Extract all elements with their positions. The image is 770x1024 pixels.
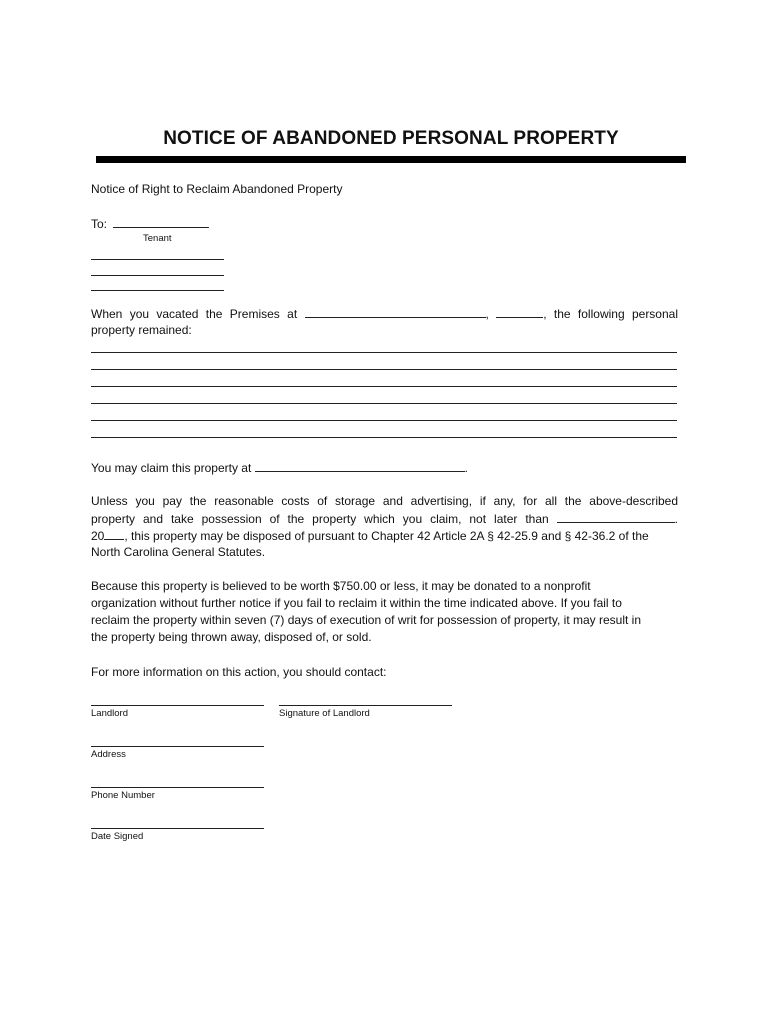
claim-line xyxy=(91,459,468,477)
tenant-label: Tenant xyxy=(143,233,172,244)
because-line-4: the property being thrown away, disposed of, or sold. xyxy=(91,630,372,644)
because-line-2: organization without further notice if you fail to reclaim it within the time indicated above. If you fail to xyxy=(91,596,622,610)
vacated-comma: , xyxy=(485,307,489,321)
contact-text: For more information on this action, you should contact: xyxy=(91,665,387,679)
deadline-date-blank[interactable] xyxy=(557,510,675,523)
claim-location-blank[interactable] xyxy=(255,459,465,472)
claim-period: . xyxy=(464,461,468,475)
vacated-text-end: , the following personal xyxy=(543,307,678,321)
document-subtitle: Notice of Right to Reclaim Abandoned Property xyxy=(91,182,343,196)
landlord-label: Landlord xyxy=(91,708,128,719)
unless-period: . xyxy=(674,512,678,526)
unless-line-1: Unless you pay the reasonable costs of storage and advertising, if any, for all the above-described xyxy=(91,494,678,508)
property-line-5[interactable] xyxy=(91,420,677,421)
vacated-line-2: property remained: xyxy=(91,323,192,337)
tenant-name-blank[interactable] xyxy=(113,215,209,228)
statute-text: , this property may be disposed of pursuant to Chapter 42 Article 2A § 42-25.9 and § 42-36.2 of the xyxy=(124,529,649,543)
unless-line-3 xyxy=(91,527,649,545)
phone-line[interactable] xyxy=(91,787,264,788)
unless-line-4: North Carolina General Statutes. xyxy=(91,545,266,559)
date-signed-label: Date Signed xyxy=(91,831,144,842)
because-line-3: reclaim the property within seven (7) days of execution of writ for possession of property, it may result in xyxy=(91,613,642,627)
premises-unit-blank[interactable] xyxy=(496,305,543,318)
address-line[interactable] xyxy=(91,746,264,747)
title-rule xyxy=(96,156,686,163)
to-line xyxy=(91,215,209,233)
year-prefix: 20 xyxy=(91,529,105,543)
property-line-6[interactable] xyxy=(91,437,677,438)
unless-line-2 xyxy=(91,510,678,528)
document-title: NOTICE OF ABANDONED PERSONAL PROPERTY xyxy=(163,128,619,149)
address-label: Address xyxy=(91,749,126,760)
phone-label: Phone Number xyxy=(91,790,155,801)
deadline-year-blank[interactable] xyxy=(104,527,124,540)
vacated-text-start: When you vacated the Premises at xyxy=(91,307,298,321)
because-line-1: Because this property is believed to be worth $750.00 or less, it may be donated to a nonprofit xyxy=(91,579,591,593)
signature-label: Signature of Landlord xyxy=(279,708,370,719)
tenant-address-line-1[interactable] xyxy=(91,259,224,260)
property-line-2[interactable] xyxy=(91,369,677,370)
premises-address-blank[interactable] xyxy=(305,305,486,318)
property-line-1[interactable] xyxy=(91,352,677,353)
vacated-line-1 xyxy=(91,305,678,323)
tenant-address-line-2[interactable] xyxy=(91,275,224,276)
unless-text: property and take possession of the property which you claim, not later than xyxy=(91,512,549,526)
signature-line[interactable] xyxy=(279,705,452,706)
landlord-line[interactable] xyxy=(91,705,264,706)
claim-text: You may claim this property at xyxy=(91,461,252,475)
property-line-3[interactable] xyxy=(91,386,677,387)
to-label: To: xyxy=(91,217,108,231)
date-signed-line[interactable] xyxy=(91,828,264,829)
tenant-address-line-3[interactable] xyxy=(91,290,224,291)
property-line-4[interactable] xyxy=(91,403,677,404)
